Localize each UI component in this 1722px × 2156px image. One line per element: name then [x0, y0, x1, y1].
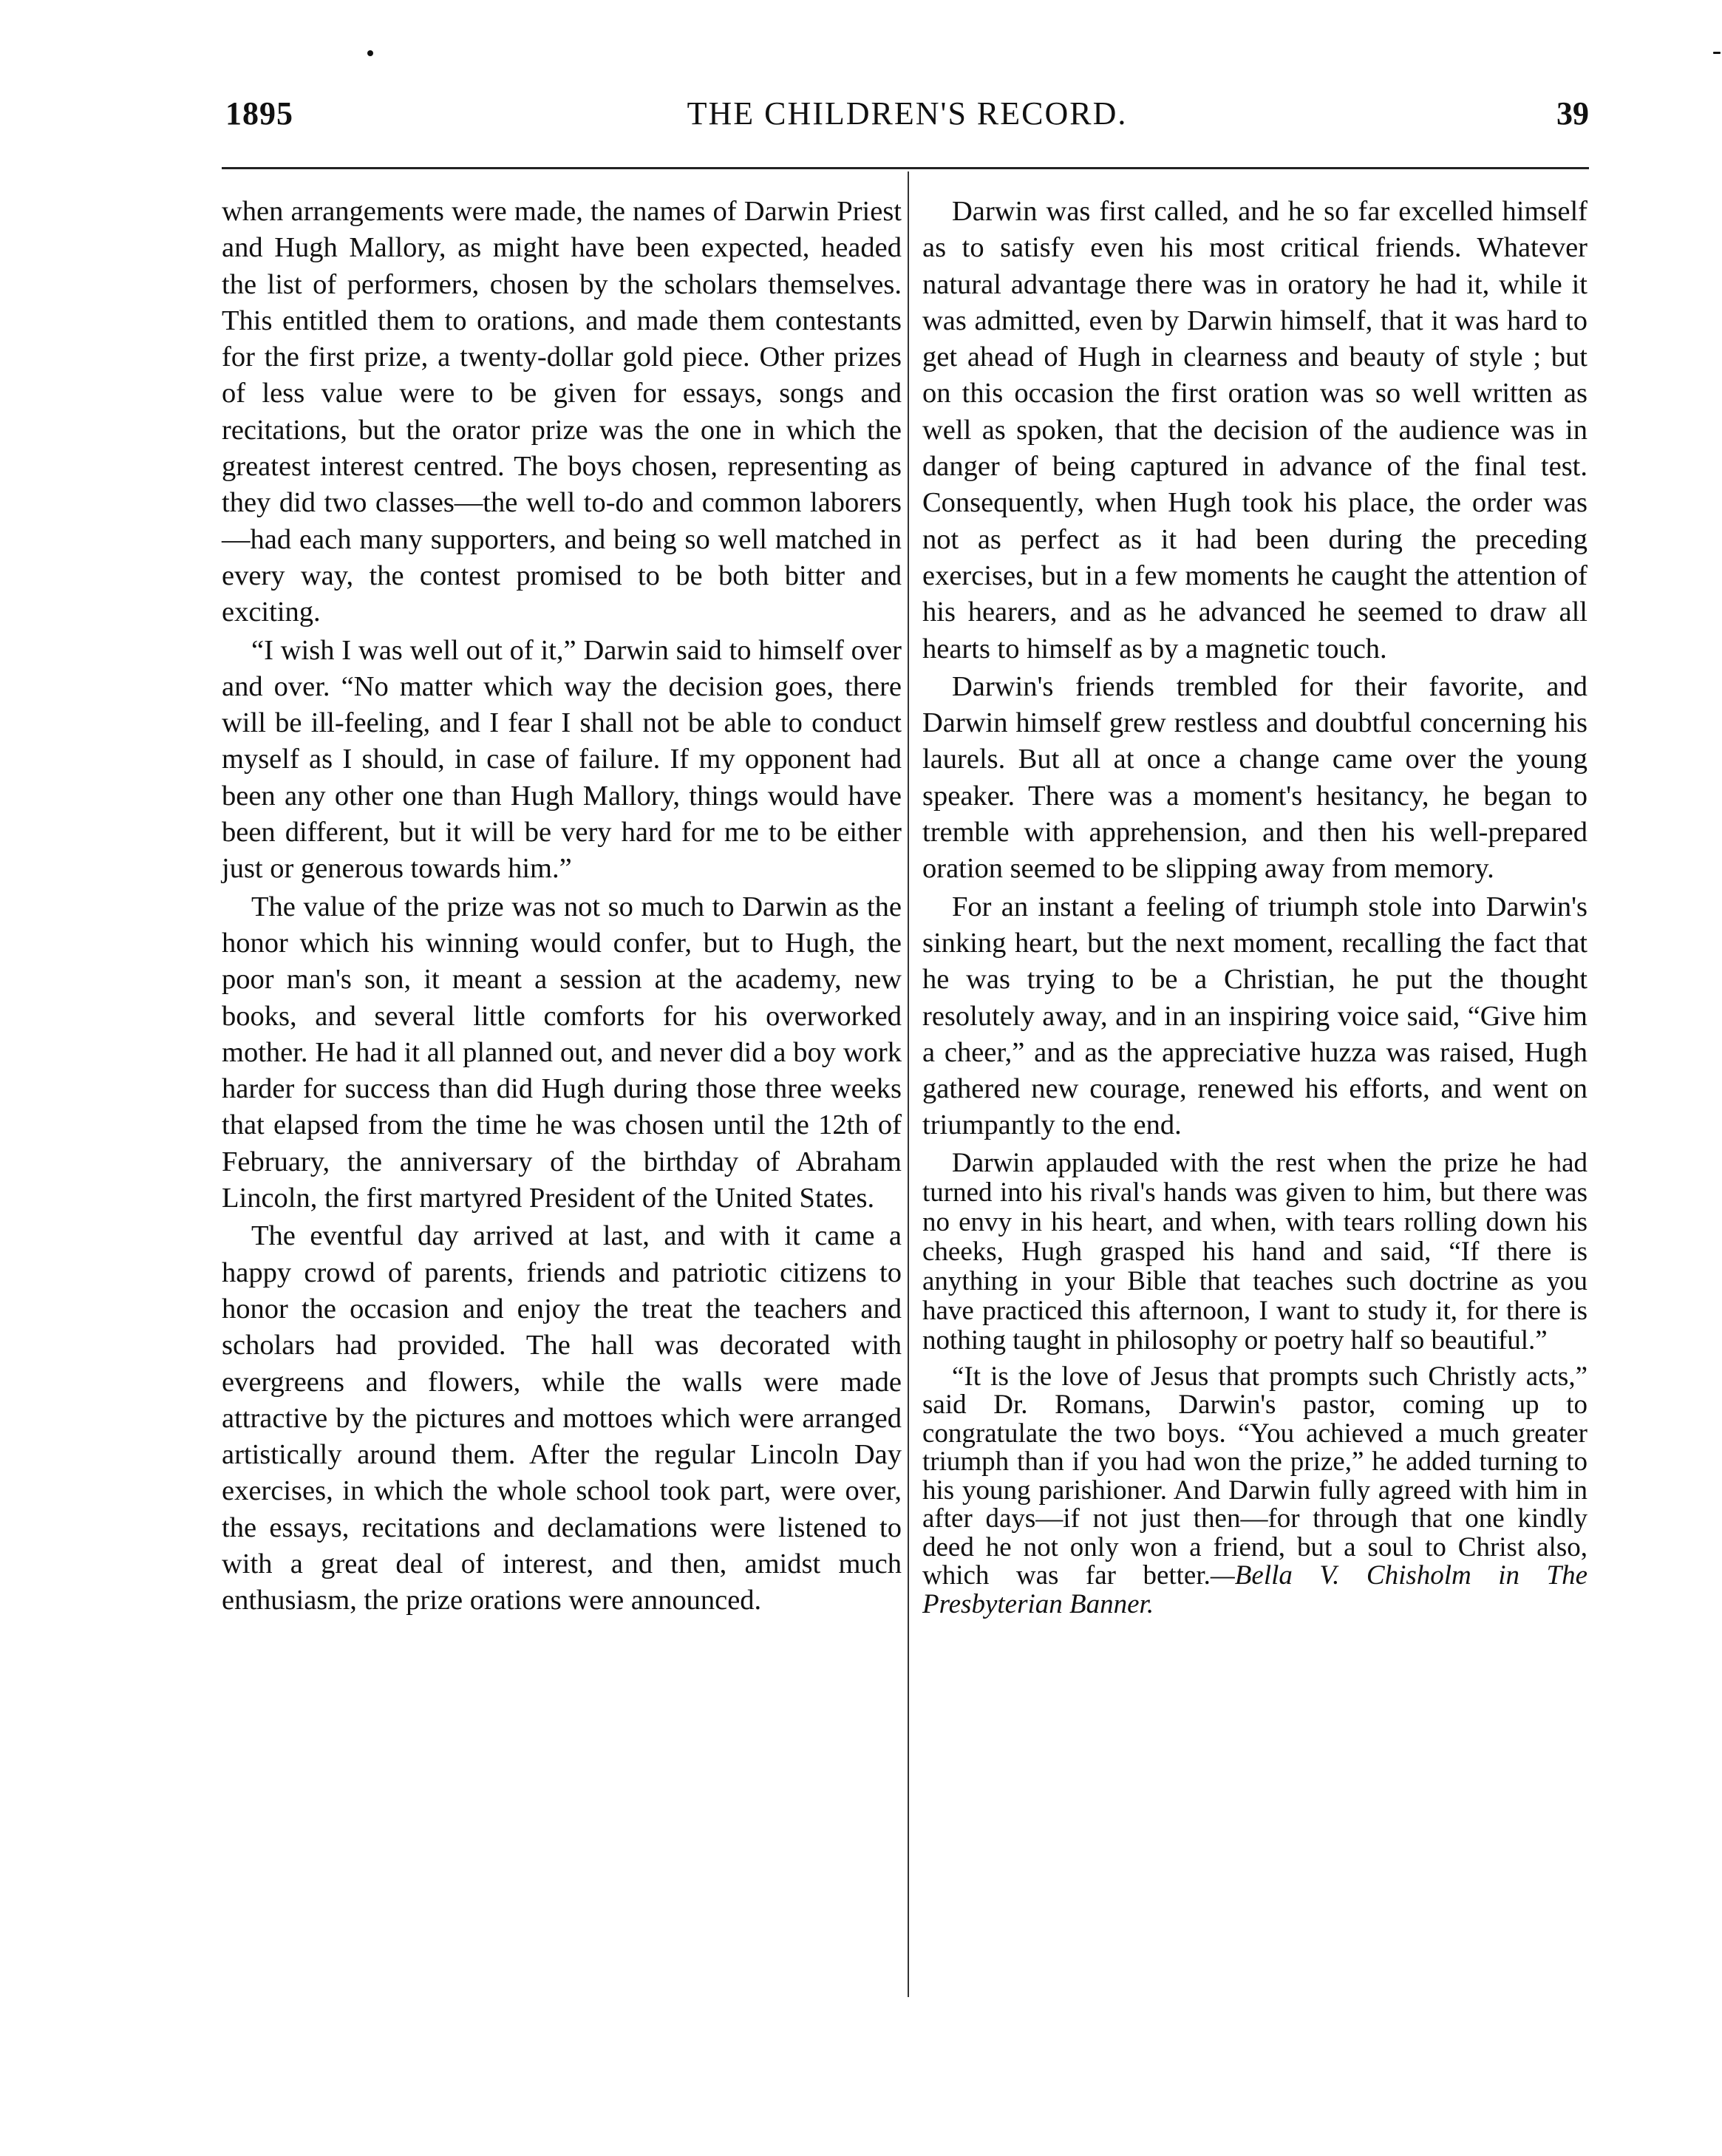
left-column	[222, 194, 902, 1621]
paragraph-text: “It is the love of Jesus that prompts such Christly acts,” said Dr. Romans, Darwin's pastor, coming up to congratulate the two boys. “You achieved a much greater triumph than if you had won the prize,” he added turning to his young parishioner. And Darwin fully agreed with him in after days—if not just then—for through that one kindly deed he not only won a friend, but a soul to Christ also, which was far better.	[922, 1361, 1587, 1591]
column-divider	[908, 171, 909, 1997]
closing-paragraph	[922, 1363, 1587, 1619]
print-speck	[1713, 52, 1721, 54]
page-number: 39	[1556, 95, 1589, 132]
header-rule	[222, 167, 1589, 169]
header-year: 1895	[225, 95, 293, 132]
paragraph: Darwin applauded with the rest when the prize he had turned into his rival's hands was given to him, but there was no envy in his heart, and when, with tears rolling down his cheeks, Hugh grasped his hand and said, “If there is anything in your Bible that teaches such doctrine as you have practiced this afternoon, I want to study it, for there is nothing taught in philosophy or poetry half so beautiful.”	[922, 1147, 1587, 1356]
right-column	[922, 194, 1587, 1620]
running-head	[225, 95, 1589, 146]
print-speck	[367, 50, 373, 56]
paragraph: The eventful day arrived at last, and with it came a happy crowd of parents, friends and patriotic citizens to honor the occasion and enjoy the treat the teachers and scholars had provided. The hall was decorated with evergreens and flowers, while the walls were made attractive by the pictures and mottoes which were arranged artistically around them. After the regular Lincoln Day exercises, in which the whole school took part, were over, the essays, recitations and declamations were listened to with a great deal of interest, and then, amidst much enthusiasm, the prize orations were announced.	[222, 1220, 902, 1616]
paragraph: The value of the prize was not so much to Darwin as the honor which his winning would confer, but to Hugh, the poor man's son, it meant a session at the academy, new books, and several little comforts for his overworked mother. He had it all planned out, and never did a boy work harder for success than did Hugh during those three weeks that elapsed from the time he was chosen until the 12th of February, the anniversary of the birthday of Abraham Lincoln, the first martyred President of the United States.	[222, 891, 902, 1214]
header-title: THE CHILDREN'S RECORD.	[687, 95, 1128, 132]
byline: —Bella V. Chisholm in The Presbyterian Banner.	[922, 1560, 1587, 1619]
paragraph: Darwin was first called, and he so far excelled himself as to satisfy even his most critical friends. Whatever natural advantage there was in oratory he had it, while it was admitted, even by Darwin himself, that it was hard to get ahead of Hugh in clearness and beauty of style ; but on this occasion the first oration was so well written as well as spoken, that the decision of the audience was in danger of being captured in advance of the final test. Consequently, when Hugh took his place, the order was not as perfect as it had been during the preceding exercises, but in a few moments he caught the attention of his hearers, and as he advanced he seemed to draw all hearts to himself as by a magnetic touch.	[922, 196, 1587, 664]
paragraph: Darwin's friends trembled for their favorite, and Darwin himself grew restless and doubtful concerning his laurels. But all at once a change came over the young speaker. There was a moment's hesitancy, he began to tremble with apprehension, and then his well-prepared oration seemed to be slipping away from memory.	[922, 670, 1587, 885]
paragraph: For an instant a feeling of triumph stole into Darwin's sinking heart, but the next moment, recalling the fact that he was trying to be a Christian, he put the thought resolutely away, and in an inspiring voice said, “Give him a cheer,” and as the appreciative huzza was raised, Hugh gathered new courage, renewed his efforts, and went on triumpantly to the end.	[922, 891, 1587, 1141]
paragraph: “I wish I was well out of it,” Darwin said to himself over and over. “No matter which way the decision goes, there will be ill-feeling, and I fear I shall not be able to conduct myself as I should, in case of failure. If my opponent had been any other one than Hugh Mallory, things would have been different, but it will be very hard for me to be either just or generous towards him.”	[222, 634, 902, 885]
paragraph: when arrangements were made, the names of Darwin Priest and Hugh Mallory, as might have been expected, headed the list of performers, chosen by the scholars themselves. This entitled them to orations, and made them contestants for the first prize, a twenty-dollar gold piece. Other prizes of less value were to be given for essays, songs and recitations, but the orator prize was the one in which the greatest interest centred. The boys chosen, representing as they did two classes—the well to-do and common laborers—had each many supporters, and being so well matched in every way, the contest promised to be both bitter and exciting.	[222, 196, 902, 628]
